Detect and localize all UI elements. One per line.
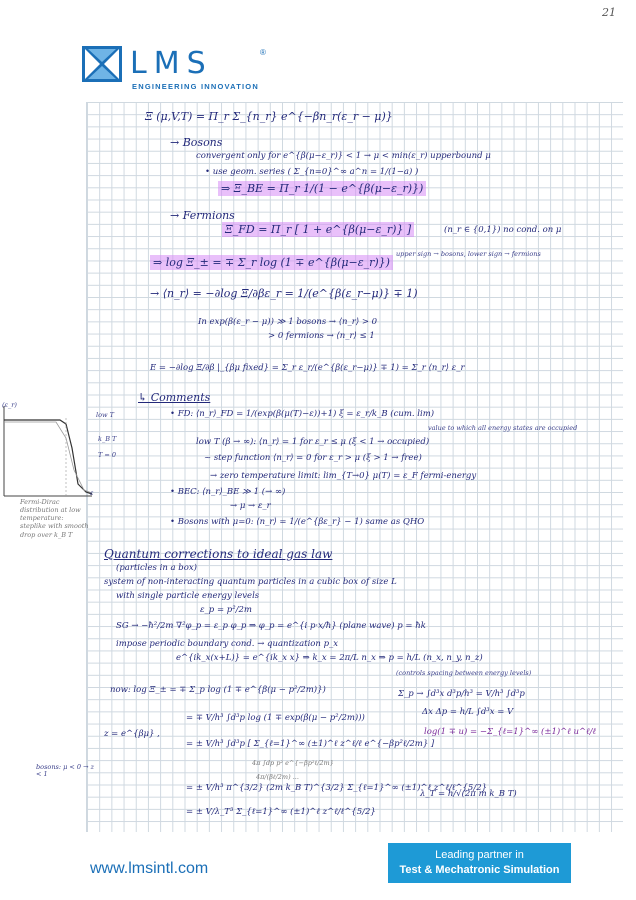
logo-wordmark: LMS: [130, 46, 213, 81]
phase-space-cell: Δx Δp = h/L ∫d³x = V: [422, 707, 514, 717]
sketch-label-kbt: k_B T: [98, 435, 117, 443]
mean-occupation-number: → ⟨n_r⟩ = −∂log Ξ/∂βε_r = 1/(e^{β(ε_r−μ)} ∓ 1): [150, 287, 418, 300]
log-partition-thermal-wavelength: = ± V/λ_T³ Σ_{ℓ=1}^∞ (±1)^ℓ z^ℓ/ℓ^{5/2}: [186, 807, 376, 817]
heading-bosons: → Bosons: [170, 136, 223, 149]
footer-tagline-line2: Test & Mechatronic Simulation: [399, 864, 560, 876]
partition-function-bose: ⇒ Ξ_BE = Π_r 1/(1 − e^{β(μ−ε_r)}): [218, 183, 426, 194]
lms-logo-icon: [82, 46, 122, 82]
footer-url: www.lmsintl.com: [90, 860, 209, 877]
grand-canonical-partition-function: Ξ (μ,V,T) = Π_r Σ_{n_r} e^{−βn_r(ε_r − μ)}: [145, 110, 393, 123]
sketch-caption: Fermi-Dirac distribution at low temperature: steplike with smooth drop over k_B T: [20, 498, 89, 539]
geometric-series-note: • use geom. series ( Σ_{n=0}^∞ a^n = 1/(1−a) ): [205, 167, 419, 177]
low-temperature-occupied: low T (β → ∞): ⟨n_r⟩ = 1 for ε_r ≤ μ (ξ < 1 → occupied): [196, 437, 430, 447]
fermions-no-condition-note: (n_r ∈ {0,1}) no cond. on μ: [444, 225, 562, 235]
fugacity-bosons-note: bosons: μ < 0 → z < 1: [36, 763, 95, 778]
integral-aside: 4π/(βℓ/2m) ...: [256, 773, 299, 781]
log-partition-result: = ± V/h³ π^{3/2} (2m k_B T)^{3/2} Σ_{ℓ=1}^∞ (±1)^ℓ z^ℓ/ℓ^{5/2}: [186, 783, 488, 793]
step-function-free: ~ step function ⟨n_r⟩ = 0 for ε_r > μ (ξ > 1 → free): [204, 453, 422, 463]
mean-energy-formula: E = −∂log Ξ/∂β |_{βμ fixed} = Σ_r ε_r/(e^{β(ε_r−μ)} ∓ 1) = Σ_r ⟨n_r⟩ ε_r: [150, 363, 465, 373]
footer-tagline-box: [388, 843, 571, 883]
periodic-boundary: impose periodic boundary cond. → quantization p_x: [116, 639, 339, 649]
bec-mu-limit: → μ → ε_r: [230, 501, 271, 511]
sketch-label-low-t: low T: [96, 411, 114, 419]
sketch-y-label: (ε_r): [2, 401, 17, 409]
lms-logo: [82, 46, 282, 96]
occupation-condition-fermions: > 0 fermions → ⟨n_r⟩ ≤ 1: [268, 331, 375, 341]
partition-function-fermi: Ξ_FD = Π_r [ 1 + e^{β(μ−ε_r)} ]: [222, 224, 414, 235]
kinetic-energy: ε_p = p²/2m: [200, 605, 252, 615]
fermi-dirac-distribution: • FD: ⟨n_r⟩_FD = 1/(exp(β(μ(T)−ε))+1) ξ = ε_r/k_B (cum. lim): [170, 409, 435, 419]
sign-convention-note: upper sign → bosons, lower sign → fermions: [396, 250, 541, 258]
bosons-convergence-note: convergent only for e^{β(μ−ε_r)} < 1 → μ < min(ε_r) upperbound μ: [196, 151, 491, 161]
heading-comments: ↳ Comments: [138, 391, 211, 404]
heading-fermions: → Fermions: [170, 209, 235, 222]
momentum-quantization: e^{ik_x(x+L)} = e^{ik_x x} ⇒ k_x = 2π/L n_x ⇒ p = h/L (n_x, n_y, n_z): [176, 653, 483, 663]
thermal-wavelength: λ_T = h/√(2π m k_B T): [420, 789, 517, 799]
log-partition-sum: now: log Ξ_± = ∓ Σ_p log (1 ∓ e^{β(μ − p²/2m)}): [110, 685, 326, 695]
system-description: system of non-interacting quantum particles in a cubic box of size L: [104, 577, 397, 587]
sketch-label-t-zero: T = 0: [98, 451, 117, 459]
footer-tagline-line1: Leading partner in: [435, 849, 524, 861]
schroedinger-plane-wave: SG → −ħ²/2m ∇²φ_p = ε_p φ_p ⇒ φ_p = e^{i p·x/ħ} (plane wave) p = ħk: [116, 621, 426, 631]
particles-in-box: (particles in a box): [116, 563, 197, 573]
sketch-x-label: ε: [90, 489, 94, 497]
logo-tagline: ENGINEERING INNOVATION: [132, 82, 259, 91]
occupation-condition-bosons: In exp(β(ε_r − μ)) ≫ 1 bosons → ⟨n_r⟩ > 0: [198, 317, 378, 327]
fugacity-definition: z = e^{βμ} ,: [104, 729, 160, 739]
heading-quantum-corrections: Quantum corrections to ideal gas law: [104, 547, 333, 561]
log-partition-series: = ± V/h³ ∫d³p [ Σ_{ℓ=1}^∞ (±1)^ℓ z^ℓ/ℓ e^{−βp²ℓ/2m} ]: [186, 739, 435, 749]
log-partition-function: ⇒ log Ξ_± = ∓ Σ_r log (1 ∓ e^{β(μ−ε_r)}): [150, 257, 393, 268]
sum-to-integral: Σ_p → ∫d³x d³p/h³ = V/h³ ∫d³p: [398, 689, 525, 699]
bosons-zero-mu: • Bosons with μ=0: ⟨n_r⟩ = 1/(e^{βε_r} − 1) same as QHO: [170, 517, 425, 527]
level-spacing-note: (controls spacing between energy levels): [396, 669, 532, 677]
gaussian-integral-note: 4π ∫dp p² e^{−βp²ℓ/2m}: [252, 759, 334, 767]
page-number: 21: [602, 6, 616, 19]
logo-registered-mark: ®: [260, 48, 266, 57]
chemical-potential-note: value to which all energy states are occupied: [428, 424, 578, 432]
log-partition-integral: = ∓ V/h³ ∫d³p log (1 ∓ exp(β(μ − p²/2m))): [186, 713, 365, 723]
bose-einstein-condensation: • BEC: ⟨n_r⟩_BE ≫ 1 (→ ∞): [170, 487, 286, 497]
log-expansion: log(1 ∓ u) = −Σ_{ℓ=1}^∞ (±1)^ℓ u^ℓ/ℓ: [424, 727, 597, 737]
zero-temperature-limit: → zero temperature limit: lim_{T→0} μ(T) = ε_F fermi-energy: [210, 471, 477, 481]
single-particle-levels: with single particle energy levels: [116, 591, 260, 601]
